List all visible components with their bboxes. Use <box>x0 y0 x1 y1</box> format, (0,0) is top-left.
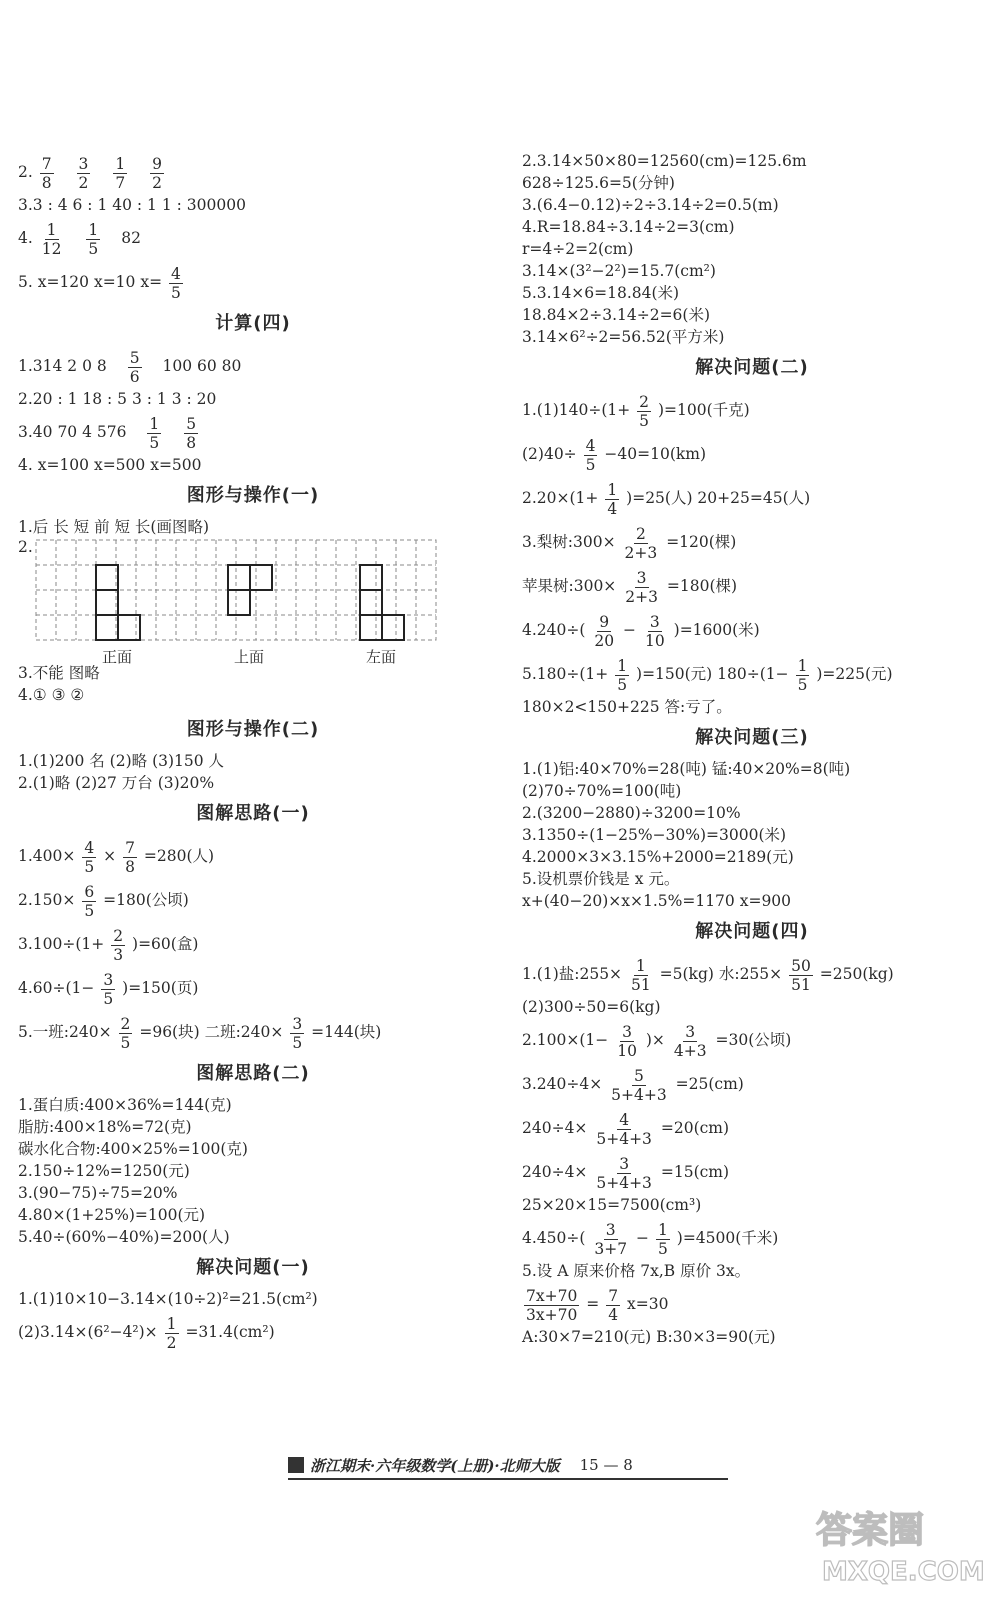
answer-line: 4.① ③ ② <box>18 686 85 704</box>
line-text: 2.150× <box>18 891 76 909</box>
line-text: )=25(人) 20+25=45(人) <box>626 489 811 507</box>
line-text: )=4500(千米) <box>676 1229 779 1247</box>
line-text: =180(棵) <box>666 577 738 595</box>
answer-line <box>522 432 982 476</box>
line-text: =31.4(cm²) <box>185 1323 275 1341</box>
numerator: 2 <box>113 926 124 945</box>
answer-line <box>522 476 982 520</box>
numerator: 2 <box>635 524 646 543</box>
line-text: =250(kg) <box>819 965 894 983</box>
answer-line <box>522 952 982 996</box>
line-text: =144(块) <box>311 1023 382 1041</box>
fraction <box>82 839 96 876</box>
numerator: 2 <box>639 392 650 411</box>
fraction <box>40 155 54 192</box>
line-text: 3.40 70 4 576 <box>18 423 127 441</box>
answer-line <box>18 966 488 1010</box>
answer-line: 25×20×15=7500(cm³) <box>522 1196 702 1214</box>
left-column <box>18 150 488 1354</box>
numerator: 1 <box>617 656 628 675</box>
fraction <box>184 415 198 452</box>
section-heading: 图解思路(一) <box>196 803 310 824</box>
numerator: 1 <box>149 414 160 433</box>
denominator: 5 <box>292 1033 303 1052</box>
numerator: 3 <box>619 1154 630 1173</box>
line-text: =30(公顷) <box>715 1031 792 1049</box>
numerator: 1 <box>607 480 618 499</box>
denominator: 2 <box>166 1333 177 1352</box>
line-text: =5(kg) 水:255× <box>659 965 783 983</box>
page-footer <box>288 1452 728 1480</box>
line-text: 4.60÷(1− <box>18 979 95 997</box>
line-text: 240÷4× <box>522 1163 588 1181</box>
fraction <box>656 1221 670 1258</box>
denominator: 5+4+3 <box>611 1085 667 1104</box>
denominator: 5 <box>617 675 628 694</box>
denominator: 5 <box>585 455 596 474</box>
fraction <box>594 1111 654 1148</box>
denominator: 10 <box>644 631 665 650</box>
denominator: 5+4+3 <box>596 1129 652 1148</box>
denominator: 8 <box>186 433 197 452</box>
line-text: 5.180÷(1+ <box>522 665 609 683</box>
answer-line: 3.14×(3²−2²)=15.7(cm²) <box>522 262 716 280</box>
denominator: 5 <box>103 989 114 1008</box>
numerator: 1 <box>46 220 57 239</box>
fraction <box>623 525 660 562</box>
answer-line: (2)70÷70%=100(吨) <box>522 782 682 800</box>
answer-line: x+(40−20)×x×1.5%=1170 x=900 <box>522 892 792 910</box>
line-text: (2)40÷ <box>522 445 577 463</box>
denominator: 8 <box>125 857 135 876</box>
answer-line <box>522 652 982 696</box>
line-text: 2. <box>18 163 33 181</box>
denominator: 5 <box>657 1239 668 1258</box>
answer-line <box>18 344 488 388</box>
section-heading: 图解思路(二) <box>196 1063 310 1084</box>
numerator: 3 <box>685 1022 696 1041</box>
fraction <box>119 1015 133 1052</box>
line-text: )=60(盒) <box>132 935 199 953</box>
denominator: 3+7 <box>594 1239 628 1258</box>
denominator: 5 <box>639 411 650 430</box>
logo-icon <box>288 1457 304 1473</box>
footer-title: 浙江期末·六年级数学(上册)·北师大版 <box>310 1456 560 1475</box>
denominator: 3 <box>113 945 124 964</box>
line-text: 3.100÷(1+ <box>18 935 105 953</box>
answer-line: 1.(1)铝:40×70%=28(吨) 锰:40×20%=8(吨) <box>522 760 851 778</box>
section-heading: 图形与操作(二) <box>186 719 320 740</box>
answer-line <box>522 388 982 432</box>
fraction <box>584 437 598 474</box>
answer-line: 18.84×2÷3.14÷2=6(米) <box>522 306 711 324</box>
numerator: 3 <box>292 1014 303 1033</box>
numerator: 2 <box>120 1014 131 1033</box>
numerator: 1 <box>115 154 126 173</box>
line-text: =25(cm) <box>675 1075 744 1093</box>
answer-line <box>18 922 488 966</box>
fraction <box>594 1155 654 1192</box>
line-text: 4. <box>18 229 33 247</box>
watermark-logo <box>808 1502 988 1592</box>
numerator: 5 <box>186 414 197 433</box>
line-text: (2)3.14×(6²−4²)× <box>18 1323 158 1341</box>
answer-line: 2.(3200−2880)÷3200=10% <box>522 804 741 822</box>
numerator: 4 <box>619 1110 630 1129</box>
line-text: )=225(元) <box>816 665 893 683</box>
line-text: 1.400× <box>18 847 76 865</box>
fraction <box>86 221 100 258</box>
fraction <box>150 155 164 192</box>
answer-line <box>522 608 982 652</box>
line-text: =180(公顷) <box>103 891 189 909</box>
denominator: 5 <box>149 433 160 452</box>
denominator: 4 <box>607 499 618 518</box>
denominator: 51 <box>630 975 651 994</box>
answer-line: r=4÷2=2(cm) <box>522 240 634 258</box>
three-view-grid <box>18 538 454 666</box>
answer-line <box>18 410 488 454</box>
line-text: 1.314 2 0 8 <box>18 357 107 375</box>
fraction <box>615 1023 639 1060</box>
line-text: 苹果树:300× <box>522 577 617 595</box>
answer-line: 3.(6.4−0.12)÷2÷3.14÷2=0.5(m) <box>522 196 779 214</box>
numerator: 3 <box>103 970 114 989</box>
denominator: 6 <box>129 367 140 386</box>
watermark-bottom-text: MXQE.COM <box>822 1557 985 1587</box>
answer-line: 5.3.14×6=18.84(米) <box>522 284 680 302</box>
fraction <box>605 481 619 518</box>
answer-line <box>522 1150 982 1194</box>
answer-line: 1.后 长 短 前 短 长(画图略) <box>18 518 210 536</box>
page-number: 15 — 8 <box>579 1456 633 1474</box>
right-column <box>522 150 982 1348</box>
denominator: 2+3 <box>625 587 658 606</box>
numerator: 9 <box>599 612 610 631</box>
line-text: =20(cm) <box>660 1119 730 1137</box>
numerator: 5 <box>129 348 140 367</box>
answer-line <box>18 216 488 260</box>
fraction <box>592 1221 629 1258</box>
line-text: x=30 <box>627 1295 669 1313</box>
numerator: 1 <box>797 656 808 675</box>
answer-line <box>18 1010 488 1054</box>
line-text: )=1600(米) <box>673 621 760 639</box>
answer-line: A:30×7=210(元) B:30×3=90(元) <box>522 1328 776 1346</box>
answer-line: 3.3 : 4 6 : 1 40 : 1 1 : 300000 <box>18 196 246 214</box>
numerator: 3 <box>636 568 647 587</box>
numerator: 4 <box>84 838 95 857</box>
denominator: 2 <box>152 173 163 192</box>
line-text: 2.100×(1− <box>522 1031 609 1049</box>
numerator: 50 <box>791 956 811 975</box>
line-text: =280(人) <box>143 847 215 865</box>
answer-line: (2)300÷50=6(kg) <box>522 998 661 1016</box>
numerator: 7 <box>608 1286 619 1305</box>
line-text: 3.240÷4× <box>522 1075 603 1093</box>
denominator: 12 <box>41 239 62 258</box>
line-text: 4.450÷( <box>522 1229 586 1247</box>
numerator: 9 <box>152 154 163 173</box>
line-text: 3.梨树:300× <box>522 533 616 551</box>
answer-line: 5.设 A 原来价格 7x,B 原价 3x。 <box>522 1262 751 1280</box>
denominator: 5 <box>171 283 181 302</box>
answer-line <box>18 150 488 194</box>
front-view-label: 正面 <box>102 648 133 666</box>
answer-line <box>522 1106 982 1150</box>
grid-drawing <box>34 538 454 648</box>
answer-line <box>522 1216 982 1260</box>
line-text: =120(棵) <box>666 533 737 551</box>
answer-line <box>522 1018 982 1062</box>
section-heading: 图形与操作(一) <box>186 485 320 506</box>
fraction <box>123 839 137 876</box>
line-text: )=150(元) 180÷(1− <box>636 665 789 683</box>
fraction <box>629 957 653 994</box>
line-text: 100 60 80 <box>162 357 242 375</box>
answer-line: 3.14×6²÷2=56.52(平方米) <box>522 328 725 346</box>
fraction <box>623 569 660 606</box>
numerator: 3 <box>622 1022 632 1041</box>
denominator: 5 <box>84 857 95 876</box>
line-text: =96(块) 二班:240× <box>139 1023 284 1041</box>
line-text: 240÷4× <box>522 1119 588 1137</box>
line-text: =15(cm) <box>660 1163 730 1181</box>
answer-line <box>522 564 982 608</box>
section-heading: 计算(四) <box>215 313 291 334</box>
fraction <box>111 927 125 964</box>
left-view-label: 左面 <box>366 648 397 666</box>
line-text: × <box>103 847 117 865</box>
answer-line: 2.20 : 1 18 : 5 3 : 1 3 : 20 <box>18 390 217 408</box>
denominator: 20 <box>594 631 615 650</box>
denominator: 5 <box>88 239 99 258</box>
answer-line: 3.(90−75)÷75=20% <box>18 1184 178 1202</box>
numerator: 1 <box>657 1220 668 1239</box>
top-view-label: 上面 <box>234 648 265 666</box>
answer-line: 628÷125.6=5(分钟) <box>522 174 675 192</box>
denominator: 4+3 <box>673 1041 707 1060</box>
numerator: 7 <box>41 154 52 173</box>
denominator: 5 <box>120 1033 131 1052</box>
fraction <box>40 221 64 258</box>
fraction <box>82 883 96 920</box>
watermark-top-text: 答案圈 <box>816 1510 925 1551</box>
answer-line: 碳水化合物:400×25%=100(克) <box>18 1140 248 1158</box>
line-text: )=100(千克) <box>657 401 750 419</box>
numerator: 7x+70 <box>526 1286 578 1305</box>
line-text: 82 <box>121 229 141 247</box>
fraction <box>789 957 813 994</box>
line-text: = <box>586 1295 600 1313</box>
section-heading: 解决问题(四) <box>695 921 809 942</box>
section-heading: 解决问题(三) <box>695 727 809 748</box>
fraction <box>637 393 651 430</box>
line-text: 2. <box>18 538 33 556</box>
denominator: 5+4+3 <box>596 1173 652 1192</box>
numerator: 1 <box>88 220 99 239</box>
denominator: 5 <box>797 675 808 694</box>
answer-line: 3.不能 图略 <box>18 664 100 682</box>
answer-line: 180×2<150+225 答:亏了。 <box>522 698 732 716</box>
fraction <box>592 613 616 650</box>
answer-line <box>18 834 488 878</box>
numerator: 1 <box>635 956 646 975</box>
numerator: 7 <box>125 838 135 857</box>
fraction <box>290 1015 304 1052</box>
answer-line: 1.(1)10×10−3.14×(10÷2)²=21.5(cm²) <box>18 1290 318 1308</box>
fraction <box>609 1067 669 1104</box>
denominator: 2 <box>78 173 89 192</box>
section-heading: 解决问题(二) <box>695 357 809 378</box>
fraction <box>796 657 810 694</box>
answer-line <box>522 520 982 564</box>
answer-line <box>522 1282 982 1326</box>
fraction <box>672 1023 709 1060</box>
fraction <box>606 1287 620 1324</box>
answer-line: 2.3.14×50×80=12560(cm)=125.6m <box>522 152 807 170</box>
fraction <box>77 155 91 192</box>
line-text: )× <box>645 1031 665 1049</box>
fraction <box>113 155 127 192</box>
answer-line <box>18 878 488 922</box>
section-heading: 解决问题(一) <box>196 1257 310 1278</box>
line-text: 1.(1)140÷(1+ <box>522 401 631 419</box>
fraction <box>615 657 629 694</box>
denominator: 51 <box>791 975 811 994</box>
numerator: 3 <box>649 612 660 631</box>
answer-line: 4. x=100 x=500 x=500 <box>18 456 202 474</box>
numerator: 6 <box>84 882 95 901</box>
fraction <box>147 415 161 452</box>
denominator: 8 <box>41 173 52 192</box>
answer-line: 1.蛋白质:400×36%=144(克) <box>18 1096 232 1114</box>
answer-line <box>522 1062 982 1106</box>
numerator: 4 <box>171 264 181 283</box>
denominator: 4 <box>608 1305 619 1324</box>
line-text: 5. x=120 x=10 x= <box>18 273 163 291</box>
fraction <box>524 1287 579 1324</box>
fraction <box>643 613 667 650</box>
line-text: )=150(页) <box>122 979 199 997</box>
line-text: − <box>623 621 637 639</box>
answer-line: 4.R=18.84÷3.14÷2=3(cm) <box>522 218 735 236</box>
answer-line <box>18 260 488 304</box>
denominator: 3x+70 <box>526 1305 578 1324</box>
numerator: 4 <box>585 436 596 455</box>
denominator: 5 <box>84 901 95 920</box>
answer-line: 5.设机票价钱是 x 元。 <box>522 870 680 888</box>
line-text: 1.(1)盐:255× <box>522 965 623 983</box>
numerator: 5 <box>634 1066 644 1085</box>
fraction <box>101 971 115 1008</box>
answer-line: 3.1350÷(1−25%−30%)=3000(米) <box>522 826 787 844</box>
line-text: 5.一班:240× <box>18 1023 112 1041</box>
denominator: 7 <box>115 173 126 192</box>
answer-line: 2.(1)略 (2)27 万台 (3)20% <box>18 774 215 792</box>
numerator: 3 <box>605 1220 616 1239</box>
answer-line: 脂肪:400×18%=72(克) <box>18 1118 192 1136</box>
answer-line: 2.150÷12%=1250(元) <box>18 1162 190 1180</box>
line-text: −40=10(km) <box>604 445 707 463</box>
fraction <box>128 349 142 386</box>
denominator: 10 <box>617 1041 637 1060</box>
numerator: 1 <box>166 1314 177 1333</box>
fraction <box>165 1315 179 1352</box>
line-text: 2.20×(1+ <box>522 489 599 507</box>
fraction <box>169 265 183 302</box>
answer-line: 4.2000×3×3.15%+2000=2189(元) <box>522 848 794 866</box>
answer-line: 4.80×(1+25%)=100(元) <box>18 1206 206 1224</box>
line-text: 4.240÷( <box>522 621 586 639</box>
answer-line: 1.(1)200 名 (2)略 (3)150 人 <box>18 752 225 770</box>
denominator: 2+3 <box>624 543 658 562</box>
answer-line <box>18 1310 488 1354</box>
answer-line: 5.40÷(60%−40%)=200(人) <box>18 1228 230 1246</box>
line-text: − <box>636 1229 650 1247</box>
numerator: 3 <box>78 154 89 173</box>
